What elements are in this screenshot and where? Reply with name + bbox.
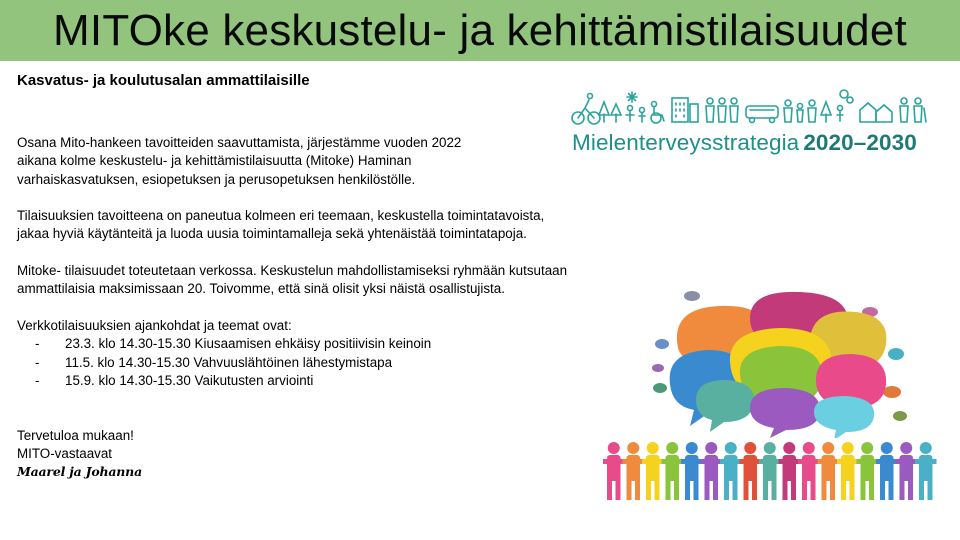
intro-line: Osana Mito-hankeen tavoitteiden saavuttamista, järjestämme vuoden 2022 — [17, 135, 462, 150]
page-title: MITOke keskustelu- ja kehittämistilaisuudet — [53, 5, 907, 55]
session-text: 23.3. klo 14.30-15.30 Kiusaamisen ehkäisy positiivisin keinoin — [65, 336, 432, 352]
session-item — [17, 335, 637, 353]
logo-people-icons — [570, 88, 932, 126]
session-text: 11.5. klo 14.30-15.30 Vahvuuslähtöinen lähestymistapa — [65, 354, 393, 370]
online-paragraph — [17, 262, 637, 299]
sessions-heading: Verkkotilaisuuksien ajankohdat ja teemat ovat: — [17, 317, 292, 333]
goal-line: Tilaisuuksien tavoitteena on paneutua kolmeen eri teemaan, keskustella toimintatavoista, — [17, 208, 545, 224]
strategy-logo — [570, 88, 932, 158]
intro-paragraph — [17, 134, 637, 189]
intro-line: aikana kolme keskustelu- ja kehittämistilaisuutta (Mitoke) Haminan — [17, 153, 412, 169]
online-line: ammattilaisia maksimissaan 20. Toivomme, että sinä olisit yksi näistä osallistujista. — [17, 281, 505, 297]
large-bubbles — [670, 292, 887, 440]
goal-paragraph — [17, 207, 637, 244]
title-bar — [0, 0, 960, 61]
session-bullet: - — [35, 354, 40, 370]
role-text: MITO-vastaavat — [17, 446, 113, 462]
welcome-text: Tervetuloa mukaan! — [17, 427, 134, 443]
goal-line: jakaa hyviä käytänteitä ja luoda uusia toimintamalleja sekä yhtenäistää toimintatapoja. — [17, 226, 527, 242]
subtitle: Kasvatus- ja koulutusalan ammattilaisille — [17, 72, 310, 89]
signature: Maarel ja Johanna — [17, 464, 142, 480]
logo-text — [572, 130, 917, 156]
session-bullet: - — [35, 336, 40, 352]
session-text: 15.9. klo 14.30-15.30 Vaikutusten arviointi — [65, 372, 314, 388]
session-item — [17, 372, 637, 390]
session-item — [17, 354, 637, 372]
logo-name: Mielenterveysstrategia — [572, 130, 800, 155]
speech-bubbles-illustration — [600, 288, 940, 503]
logo-years: 2020–2030 — [803, 130, 917, 155]
body-text — [17, 134, 637, 482]
session-bullet: - — [35, 372, 40, 388]
online-line: Mitoke- tilaisuudet toteutetaan verkossa. Keskustelun mahdollistamiseksi ryhmään kutsutaan — [17, 263, 568, 279]
sessions-list — [17, 335, 637, 390]
intro-line: varhaiskasvatuksen, esiopetuksen ja perusopetuksen henkilöstölle. — [17, 171, 416, 187]
